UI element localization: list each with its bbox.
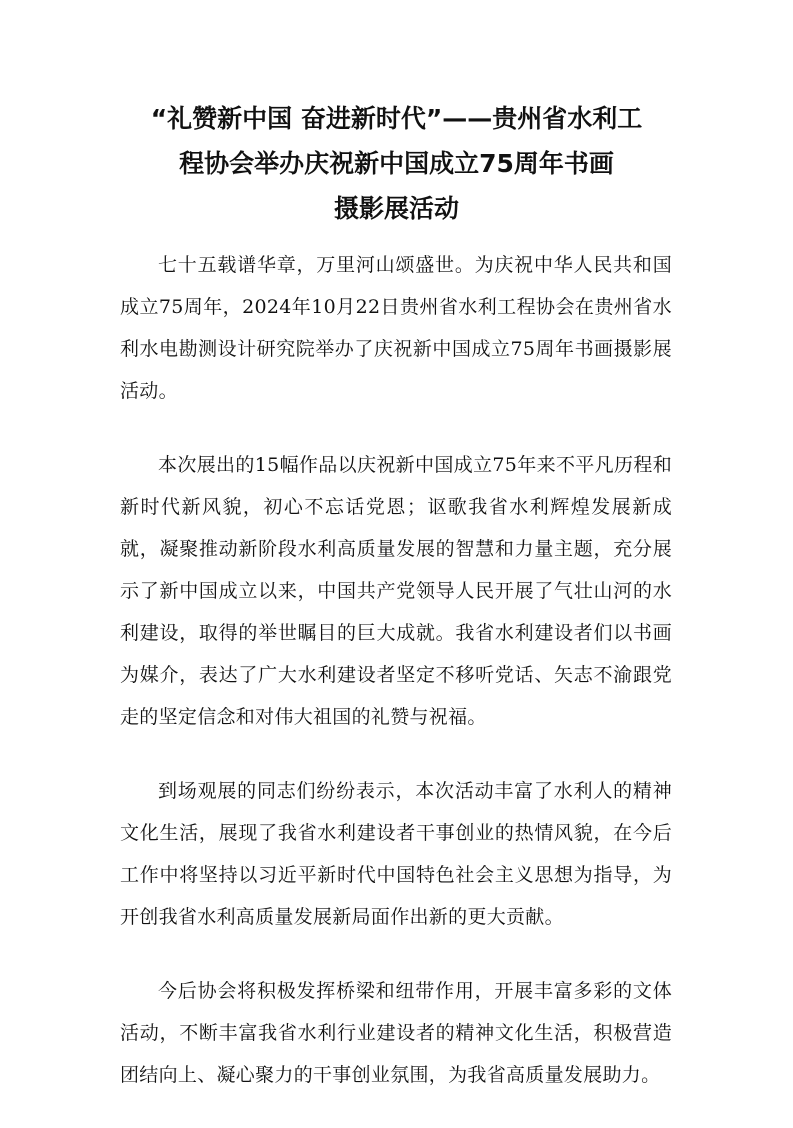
paragraph-4: 今后协会将积极发挥桥梁和纽带作用，开展丰富多彩的文体活动，不断丰富我省水利行业建设者的精神文化生活，积极营造团结向上、凝心聚力的干事创业氛围，为我省高质量发展助力。 — [120, 980, 672, 1086]
paragraph-1: 七十五载谱华章，万里河山颂盛世。为庆祝中华人民共和国成立75周年，2024年10月22日贵州省水利工程协会在贵州省水利水电勘测设计研究院举办了庆祝新中国成立75周年书画摄影展活动。 — [120, 254, 672, 402]
paragraph-2: 本次展出的15幅作品以庆祝新中国成立75年来不平凡历程和新时代新风貌，初心不忘话党恩；讴歌我省水利辉煌发展新成就，凝聚推动新阶段水利高质量发展的智慧和力量主题，充分展示了新中国成立以来，中国共产党领导人民开展了气壮山河的水利建设，取得的举世瞩目的巨大成就。我省水利建设者们以书画为媒介，表达了广大水利建设者坚定不移听党话、矢志不渝跟党走的坚定信念和对伟大祖国的礼赞与祝福。 — [120, 454, 672, 728]
title-line-3: 摄影展活动 — [333, 194, 459, 223]
title-line-1: “礼赞新中国 奋进新时代”——贵州省水利工 — [150, 104, 643, 133]
document-title — [100, 96, 693, 231]
paragraph-3: 到场观展的同志们纷纷表示，本次活动丰富了水利人的精神文化生活，展现了我省水利建设者干事创业的热情风貌，在今后工作中将坚持以习近平新时代中国特色社会主义思想为指导，为开创我省水利高质量发展新局面作出新的更大贡献。 — [120, 780, 672, 928]
document-body — [120, 244, 672, 1128]
title-line-2: 程协会举办庆祝新中国成立75周年书画 — [179, 149, 614, 178]
